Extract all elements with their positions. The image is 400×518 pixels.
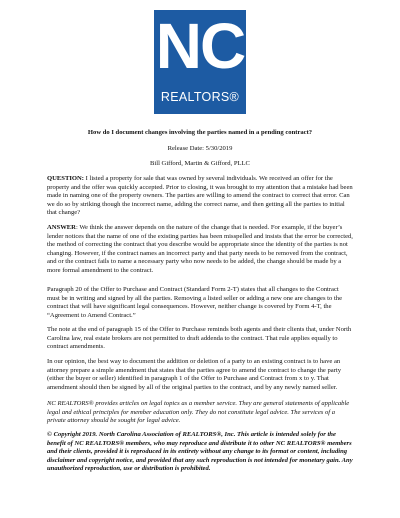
logo-realtors-text: REALTORS®	[160, 90, 240, 104]
question-text: I listed a property for sale that was owned by several individuals. We received an offer for the property and the offer was quickly accepted. Prior to closing, it was brought to my attention that a mistake had been made in naming one of the property owners. The parties are willing to amend the contract to correct that error. Can we do so by striking though the incorrect name, adding the correct name, and then getting all the parties to initial that change?	[47, 175, 353, 217]
nc-realtors-logo	[154, 10, 246, 114]
article-title: How do I document changes involving the parties named in a pending contract?	[87, 129, 313, 136]
paragraph-opinion: In our opinion, the best way to document the addition or deletion of a party to an existing contract is to have an attorney prepare a simple amendment that states that the parties agree to amend the contract to change the party (either the buyer or seller) identified in paragraph 1 of the Offer to Purchase and Contract from x to y. That amendment should then be signed by all of the original parties to the contract, and by any newly named seller.	[47, 358, 342, 391]
copyright-paragraph: © Copyright 2019. North Carolina Association of REALTORS®, Inc. This article is intended solely for the benefit of NC REALTORS® members, who may reproduce and distribute it to other NC REALTORS® members and their clients, provided it is reproduced in its entirety without any change to its format or content, including disclaimer and copyright notice, and provided that any such reproduction is not intended for monetary gain. Any unauthorized reproduction, use or distribution is prohibited.	[47, 431, 353, 473]
answer-label: ANSWER	[47, 224, 76, 231]
question-label: QUESTION:	[47, 175, 85, 182]
paragraph-note-15: The note at the end of paragraph 15 of the Offer to Purchase reminds both agents and their clients that, under North Carolina law, real estate brokers are not permitted to draft addenda to the contract. That rule applies equally to contract amendments.	[47, 326, 352, 351]
disclaimer-paragraph: NC REALTORS® provides articles on legal topics as a member service. They are general statements of applicable legal and ethical principles for member education only. They do not constitute legal advice. The services of a private attorney should be sought for legal advice.	[47, 400, 350, 425]
logo-nc-text: NC	[155, 10, 245, 82]
paragraph-form-2t: Paragraph 20 of the Offer to Purchase and Contract (Standard Form 2-T) states that all changes to the Contract must be in writing and signed by all the parties. Removing a listed seller or adding a new one are changes to the contract that will have significant legal consequences. However, neither change is covered by Form 4-T, the “Agreement to Amend Contract.”	[47, 286, 342, 319]
answer-paragraph	[47, 224, 353, 276]
answer-text: : We think the answer depends on the nature of the change that is needed. For example, if the buyer’s lender notices that the name of one of the existing parties has been misspelled and insists that the error be corrected, the method of correcting the contract that you describe would be appropriate since the identity of the parties is not changing. However, if the contract names an incorrect party and that party needs to be removed from the contract, and or the contract fails to name a necessary party who now needs to be added, the change should be made by a more formal amendment to the contract.	[47, 224, 353, 274]
author-line: Bill Gifford, Martin & Gifford, PLLC	[150, 160, 250, 167]
release-date: Release Date: 5/30/2019	[167, 145, 233, 152]
question-paragraph	[47, 175, 353, 218]
